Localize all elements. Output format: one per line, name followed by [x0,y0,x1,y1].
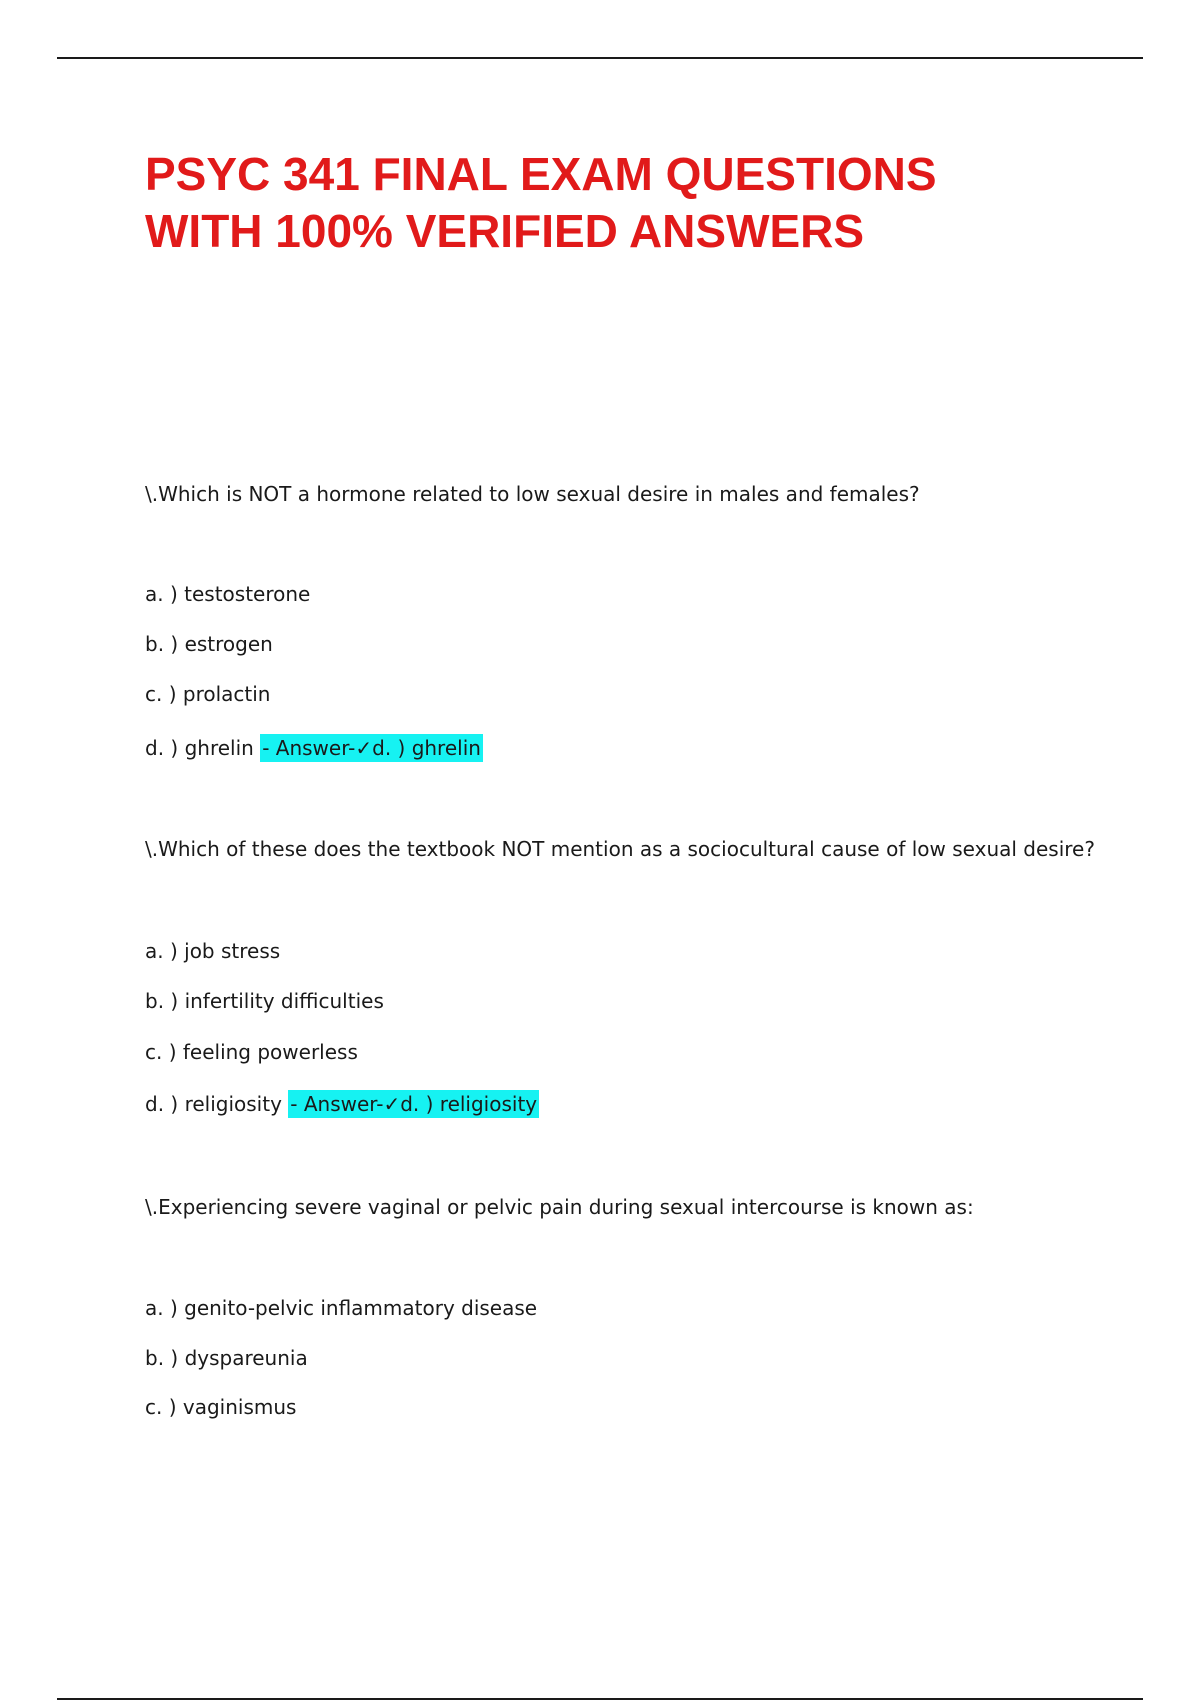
option-b: b. ) infertility difficulties [145,989,384,1013]
answer-highlight: - Answer-✓d. ) ghrelin [262,736,481,760]
option-c: c. ) feeling powerless [145,1040,358,1064]
option-d: d. ) religiosity [145,1092,289,1116]
question-text: \.Experiencing severe vaginal or pelvic pain during sexual intercourse is known as: [145,1195,974,1219]
question-text: \.Which of these does the textbook NOT mention as a sociocultural cause of low sexual desire? [145,837,1095,861]
option-c: c. ) vaginismus [145,1395,297,1419]
option-a: a. ) job stress [145,939,281,963]
title-line-1: PSYC 341 FINAL EXAM QUESTIONS [145,148,937,200]
option-d-row [145,734,483,762]
option-b: b. ) estrogen [145,632,273,656]
question-text: \.Which is NOT a hormone related to low sexual desire in males and females? [145,482,920,506]
title-line-2: WITH 100% VERIFIED ANSWERS [145,205,865,257]
option-a: a. ) testosterone [145,582,311,606]
option-a: a. ) genito-pelvic inflammatory disease [145,1296,538,1320]
top-divider [57,57,1143,59]
option-d-row [145,1090,539,1118]
option-d: d. ) ghrelin [145,736,261,760]
option-b: b. ) dyspareunia [145,1346,308,1370]
option-c: c. ) prolactin [145,682,271,706]
answer-highlight: - Answer-✓d. ) religiosity [290,1092,538,1116]
document-title [145,146,1105,260]
